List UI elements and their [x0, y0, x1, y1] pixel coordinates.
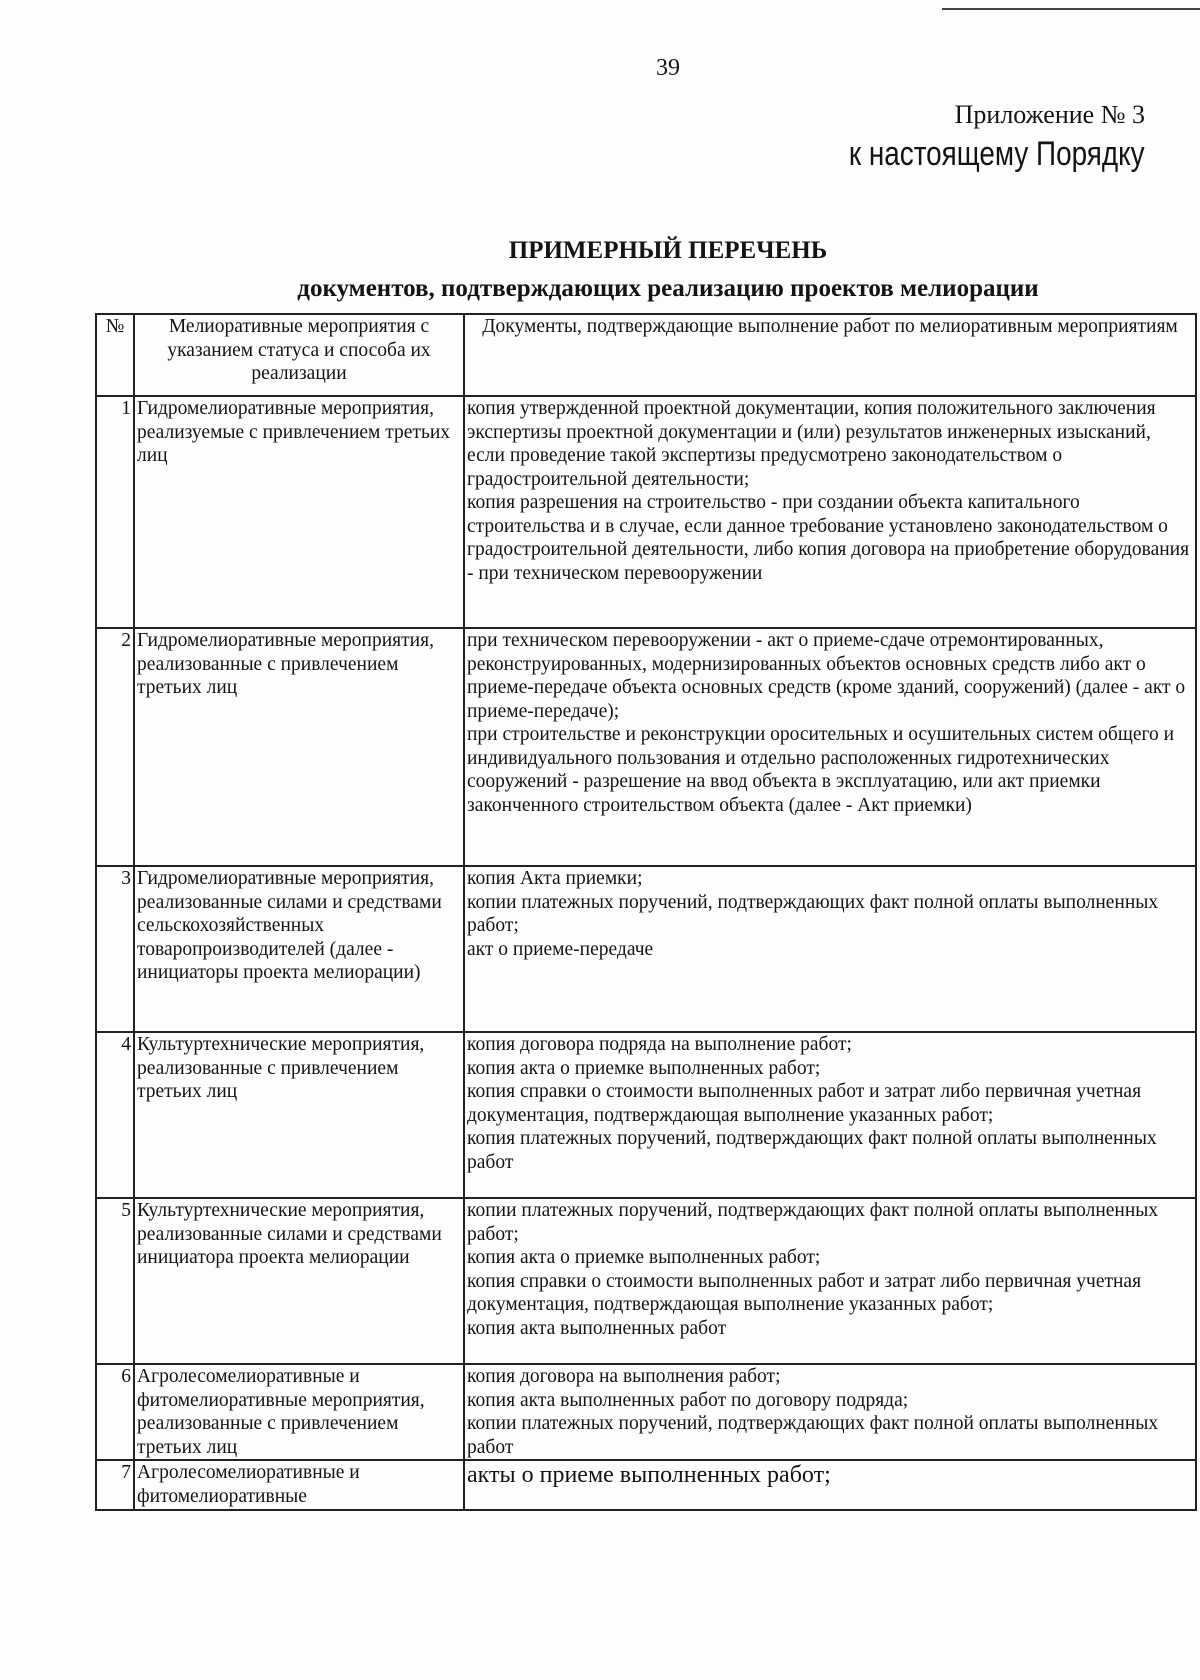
row-measure: Гидромелиоративные мероприятия, реализованные силами и средствами сельскохозяйственных товаропроизводителей (далее - инициаторы проекта мелиорации): [134, 866, 464, 1032]
document-item: копии платежных поручений, подтверждающих факт полной оплаты выполненных работ;: [467, 891, 1159, 936]
document-subtitle: документов, подтверждающих реализацию проектов мелиорации: [297, 275, 1039, 302]
document-item: копия утвержденной проектной документации, копия положительного заключения экспертизы проектной документации и (или) результатов инженерных изысканий, если проведение такой экспертизы предусмотрено законодательством о градостроительной деятельности;: [467, 398, 1156, 490]
header-measures: Мелиоративные мероприятия с указанием статуса и способа их реализации: [134, 314, 464, 396]
table-row: [96, 1460, 1196, 1510]
document-item: при строительстве и реконструкции оросительных и осушительных систем общего и индивидуального пользования и отдельно расположенных гидротехнических сооружений - разрешение на ввод объекта в эксплуатацию, или акт приемки законченного строительством объекта (далее - Акт приемки): [467, 724, 1175, 816]
document-item: копия справки о стоимости выполненных работ и затрат либо первичная учетная документация, подтверждающая выполнение указанных работ;: [467, 1081, 1142, 1126]
table-row: [96, 628, 1196, 866]
document-item: акт о приеме-передаче: [467, 938, 654, 960]
row-number: 3: [96, 866, 134, 1032]
row-documents: [464, 1460, 1196, 1510]
page-number: 39: [656, 55, 680, 81]
row-measure: Гидромелиоративные мероприятия, реализуемые с привлечением третьих лиц: [134, 396, 464, 628]
row-measure: Агролесомелиоративные и фитомелиоративные мероприятия, реализованные с привлечением третьих лиц: [134, 1364, 464, 1460]
row-documents: [464, 1198, 1196, 1364]
document-item: копия договора подряда на выполнение работ;: [467, 1034, 852, 1055]
top-rule: [942, 8, 1200, 10]
table-row: [96, 866, 1196, 1032]
document-item: копия акта о приемке выполненных работ;: [467, 1057, 821, 1079]
documents-table: [95, 313, 1197, 1511]
appendix-number: Приложение № 3: [954, 100, 1145, 129]
row-documents: [464, 628, 1196, 866]
row-measure: Культуртехнические мероприятия, реализованные силами и средствами инициатора проекта мелиорации: [134, 1198, 464, 1364]
document-item: копия акта выполненных работ по договору подряда;: [467, 1389, 909, 1411]
row-documents: [464, 1032, 1196, 1198]
document-item: копия акта выполненных работ: [467, 1317, 727, 1339]
appendix-block: [784, 98, 1145, 176]
row-documents: [464, 1364, 1196, 1460]
document-item: копии платежных поручений, подтверждающих факт полной оплаты выполненных работ: [467, 1413, 1159, 1458]
header-documents: Документы, подтверждающие выполнение работ по мелиоративным мероприятиям: [464, 314, 1196, 396]
row-number: 5: [96, 1198, 134, 1364]
table-row: [96, 396, 1196, 628]
document-item: при техническом перевооружении - акт о приеме-сдаче отремонтированных, реконструированных, модернизированных объектов основных средств либо акт о приеме-передаче объекта основных средств (кроме зданий, сооружений) (далее - акт о приеме-передаче);: [467, 630, 1186, 722]
row-number: 6: [96, 1364, 134, 1460]
row-number: 1: [96, 396, 134, 628]
document-item: копия акта о приемке выполненных работ;: [467, 1247, 821, 1268]
document-item: акты о приеме выполненных работ;: [467, 1462, 831, 1488]
row-number: 7: [96, 1460, 134, 1510]
row-number: 4: [96, 1032, 134, 1198]
document-title: ПРИМЕРНЫЙ ПЕРЕЧЕНЬ: [508, 237, 828, 264]
document-item: копия разрешения на строительство - при создании объекта капитального строительства и в случае, если данное требование установлено законодательством о градостроительной деятельности, либо копия договора на приобретение оборудования - при техническом перевооружении: [467, 492, 1190, 584]
row-measure: Агролесомелиоративные и фитомелиоративные: [134, 1460, 464, 1510]
row-documents: [464, 866, 1196, 1032]
table-row: [96, 1032, 1196, 1198]
document-item: копия Акта приемки;: [467, 868, 643, 889]
appendix-reference: к настоящему Порядку: [849, 135, 1145, 173]
document-item: копия договора на выполнения работ;: [467, 1366, 781, 1387]
header-number: №: [96, 314, 134, 396]
row-number: 2: [96, 628, 134, 866]
row-measure: Гидромелиоративные мероприятия, реализованные с привлечением третьих лиц: [134, 628, 464, 866]
document-item: копии платежных поручений, подтверждающих факт полной оплаты выполненных работ;: [467, 1200, 1159, 1245]
row-measure: Культуртехнические мероприятия, реализованные с привлечением третьих лиц: [134, 1032, 464, 1198]
table-row: [96, 1198, 1196, 1364]
row-documents: [464, 396, 1196, 628]
table-row: [96, 1364, 1196, 1460]
document-item: копия справки о стоимости выполненных работ и затрат либо первичная учетная документация, подтверждающая выполнение указанных работ;: [467, 1270, 1142, 1315]
table-header-row: [96, 314, 1196, 396]
document-item: копия платежных поручений, подтверждающих факт полной оплаты выполненных работ: [467, 1128, 1157, 1173]
